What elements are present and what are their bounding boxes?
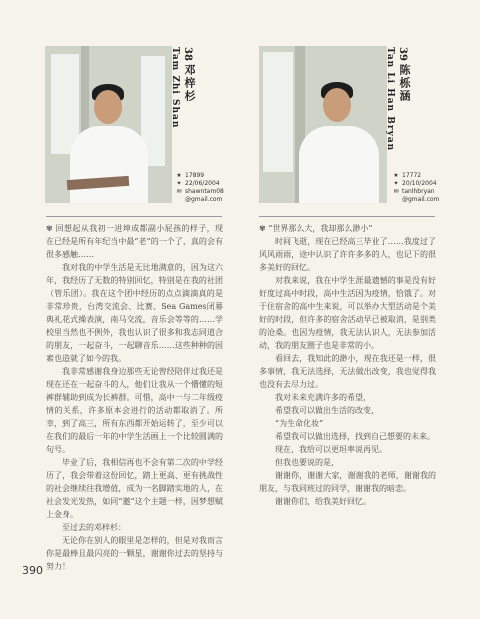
paragraph: 时间飞逝，现在已经高三毕业了……我度过了风风雨雨，途中认识了许许多多的人，也记下的很多美好的回忆。 — [259, 237, 436, 272]
paragraph: 我对我的中学生活是无比地满意的，因为这六年，我经历了无数的特别回忆，特别是在我的社团（管乐团）。我在这个团中经历的点点滴滴真的是非常珍贵，台湾交流会、比赛、Sea Games闭幕典礼花式操表演，南马交流，音乐会等等的……学校里当然也不例外，我也认识了很多和我志同道合的朋友，一起奋斗，一起聊音乐……这些种种的因素也造就了如今的我。 — [46, 263, 223, 363]
mail-icon: ✉ — [176, 188, 182, 195]
paragraph: 希望我可以做出生活的改变， — [275, 406, 379, 415]
page-number: 390 — [22, 564, 43, 577]
student-en-name-right: Tan Li Han Bryan — [385, 47, 395, 152]
star-icon: ★ — [393, 172, 399, 179]
student-number: 38 — [182, 47, 193, 61]
student-number: 39 — [397, 47, 408, 61]
paragraph: 毕业了后，我相信再也不会有第二次的中学经历了，我会带着这份回忆，踏上更高、更有挑战性的社会继续往我增值，成为一名脚踏实地的人，在社会发光发热，如同“邀”这个主题一样，因梦想赋上金身。 — [46, 458, 223, 519]
paragraph: “为生命化妆” — [275, 419, 324, 428]
paragraph: 谢谢你，谢谢大家，谢谢我的老师，谢谢我的朋友，与我同班过的同学，谢谢我的暗恋。 — [259, 471, 436, 493]
student-info-right: ★ 17772 ✦ 20/10/2004 ✉ tanlhbryan @gmail.com — [393, 172, 440, 203]
student-cn-name-right: 陈栎涵 — [398, 64, 411, 103]
star-icon: ★ — [176, 172, 182, 179]
paragraph: 我对未来充满许多的希望， — [275, 393, 371, 402]
student-en-name-left: Tam Zhi Shan — [170, 47, 180, 129]
cake-icon: ✦ — [393, 180, 399, 187]
paragraph: 但我也要说的是， — [275, 458, 339, 467]
essay-left: ✾ 回想起从我初一进坤成都副小屁孩的样子，现在已经是所有年纪当中最“老”的一个了，真的会有很多感触…… 我对我的中学生活是无比地满意的，因为这六年，我经历了无数的特别回忆，特别是在我的社团（管乐团）。我在这个团中经历的点点滴滴真的是非常珍贵，台湾交流会、比赛、Sea Games闭幕典礼花式操表演，南马交流，音乐会等等的……学校里当然也不例外，我也认识了很多和我志同道合的朋友，一起奋斗，一起聊音乐……这些种种的因素也造就了如今的我。 我非常感谢我身边那些无论曾经陪伴过我还是现在还在一起奋斗的人，他们让我从一个懵懂的短裤群辅助到成为长裤群。可惜，高中一与二年级疫情的关系，许多原本会进行的活动都取消了。所幸，到了高三，所有东西都开始运转了，至少可以在我们的最后一年的中学生活画上一个比较圆满的句号。 毕业了后，我相信再也不会有第二次的中学经历了，我会带着这份回忆，踏上更高、更有挑战性的社会继续往我增值，成为一名脚踏实地的人，在社会发光发热，如同“邀”这个主题一样，因梦想赋上金身。 至过去的邓梓杉： 无论你在别人的眼里是怎样的，但是对我而言你是最棒且最闪亮的一颗星，谢谢你过去的坚持与努力！ — [46, 224, 224, 571]
student-photo-right — [259, 46, 387, 203]
paragraph: 看回去，我知此的渺小，现在我还是一样，很多事情，我无法选择，无法做出改变，我也觉得我也没有去尽力过。 — [259, 354, 436, 389]
star-icon: ✾ — [259, 224, 266, 233]
paragraph: 至过去的邓梓杉： — [62, 523, 126, 532]
paragraph: 无论你在别人的眼里是怎样的，但是对我而言你是最棒且最闪亮的一颗星，谢谢你过去的坚持与努力！ — [46, 536, 223, 571]
cake-icon: ✦ — [176, 180, 182, 187]
divider-left — [46, 216, 222, 217]
paragraph: 现在，我给可以更坦率说再见。 — [275, 445, 387, 454]
paragraph: 希望我可以做出选择，找到自己想要的未来。 — [275, 432, 435, 441]
essay-right: ✾ “世界那么大，我却那么渺小” 时间飞逝，现在已经高三毕业了……我度过了风风雨雨，途中认识了许许多多的人，也记下的很多美好的回忆。 对我来说，我在中学生涯最遗憾的事是没有好好度过高中时段，高中生活因为疫情，恰饿了。对于住宿舍的高中生来说，可以举办大型活动是个美好的时段，但许多的宿舍活动早已被取消，是别类的沧桑。也因为疫情，我无法认识人，无法参加活动，我的朋友圈子也是非常的小。 看回去，我知此的渺小，现在我还是一样，很多事情，我无法选择，无法做出改变，我也觉得我也没有去尽力过。 我对未来充满许多的希望， 希望我可以做出生活的改变， “为生命化妆” 希望我可以做出选择，找到自己想要的未来。 现在，我给可以更坦率说再见。 但我也要说的是， 谢谢你，谢谢大家，谢谢我的老师，谢谢我的朋友，与我同班过的同学，谢谢我的暗恋。 谢谢你们，给我美好回忆。 — [259, 224, 436, 506]
star-icon: ✾ — [46, 224, 53, 233]
student-info-left: ★ 17899 ✦ 22/06/2004 ✉ shawntam08 @gmail.com — [176, 172, 224, 203]
student-photo-left — [45, 46, 172, 203]
paragraph: 对我来说，我在中学生涯最遗憾的事是没有好好度过高中时段，高中生活因为疫情，恰饿了。对于住宿舍的高中生来说，可以举办大型活动是个美好的时段，但许多的宿舍活动早已被取消，是别类的沧桑。也因为疫情，我无法认识人，无法参加活动，我的朋友圈子也是非常的小。 — [259, 276, 436, 350]
student-cn-name-left: 邓梓杉 — [183, 64, 196, 103]
divider-right — [259, 216, 435, 217]
mail-icon: ✉ — [393, 188, 399, 195]
paragraph: 谢谢你们，给我美好回忆。 — [275, 497, 371, 506]
paragraph: 我非常感谢我身边那些无论曾经陪伴过我还是现在还在一起奋斗的人，他们让我从一个懵懂的短裤群辅助到成为长裤群。可惜，高中一与二年级疫情的关系，许多原本会进行的活动都取消了。所幸，到了高三，所有东西都开始运转了，至少可以在我们的最后一年的中学生活画上一个比较圆满的句号。 — [46, 367, 223, 454]
